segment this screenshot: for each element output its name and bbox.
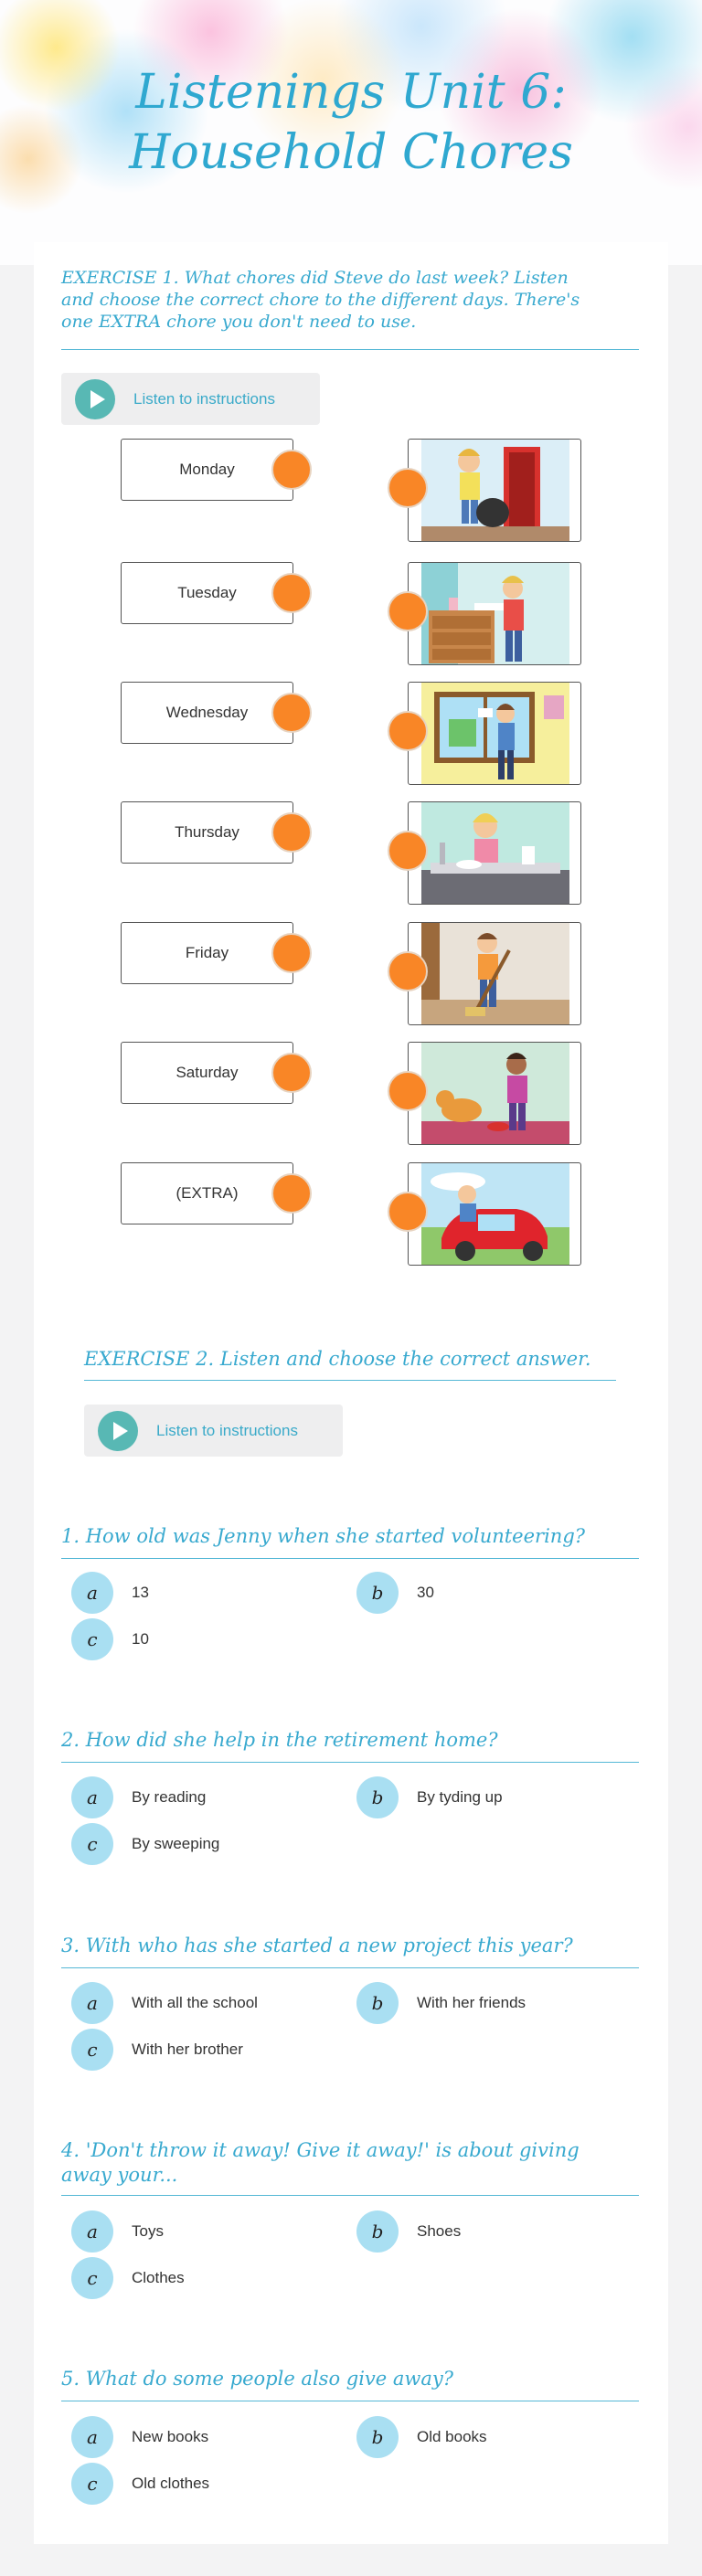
q2-option-a-label[interactable]: By reading [132, 1788, 207, 1806]
making-bed-icon [421, 563, 569, 665]
day-box-saturday[interactable] [121, 1042, 293, 1104]
exercise-1-title [61, 267, 646, 333]
q3-option-b-button[interactable] [356, 1982, 399, 2024]
connector-dot-image-2[interactable] [388, 591, 428, 631]
q1-option-a-label[interactable]: 13 [132, 1584, 149, 1601]
day-label: Monday [179, 461, 235, 478]
exercise-1-title-line-2: and choose the correct chore to the different days. There's [61, 290, 580, 310]
q4-option-a-label[interactable]: Toys [132, 2222, 164, 2240]
question-4-title [61, 2138, 580, 2188]
q1-option-b-button[interactable] [356, 1572, 399, 1614]
day-box-tuesday[interactable] [121, 562, 293, 624]
sweeping-floor-icon [421, 923, 569, 1025]
connector-dot-friday[interactable] [271, 933, 312, 973]
question-4-title-line-2: away your... [61, 2164, 178, 2186]
option-letter: c [87, 1628, 98, 1650]
connector-dot-extra[interactable] [271, 1173, 312, 1214]
q2-option-b-button[interactable] [356, 1776, 399, 1818]
q5-option-a-label[interactable]: New books [132, 2428, 209, 2445]
question-5-title: 5. What do some people also give away? [61, 2368, 454, 2390]
chore-image-window[interactable] [408, 682, 581, 785]
play-icon [75, 379, 115, 419]
page-title-line-2: Household Chores [129, 125, 573, 180]
connector-dot-image-6[interactable] [388, 1071, 428, 1111]
q2-option-c-button[interactable] [71, 1823, 113, 1865]
option-letter: a [87, 1786, 98, 1808]
q5-option-b-label[interactable]: Old books [417, 2428, 487, 2445]
q3-option-c-button[interactable] [71, 2029, 113, 2071]
chore-image-car[interactable] [408, 1162, 581, 1266]
connector-dot-image-3[interactable] [388, 711, 428, 751]
exercise-2-divider [84, 1380, 616, 1381]
day-label: Friday [185, 944, 229, 961]
page-title-line-1: Listenings Unit 6: [135, 65, 567, 120]
option-letter: c [87, 2267, 98, 2289]
option-letter: b [371, 1786, 384, 1808]
connector-dot-image-1[interactable] [388, 468, 428, 508]
listen-instructions-label: Listen to instructions [156, 1421, 298, 1439]
connector-dot-tuesday[interactable] [271, 573, 312, 613]
question-1-title: 1. How old was Jenny when she started volunteering? [61, 1525, 586, 1547]
listen-instructions-button-2[interactable] [84, 1405, 343, 1457]
q1-option-b-label[interactable]: 30 [417, 1584, 434, 1601]
day-box-thursday[interactable] [121, 801, 293, 864]
q3-option-b-label[interactable]: With her friends [417, 1994, 526, 2011]
washing-car-icon [421, 1163, 569, 1266]
day-box-friday[interactable] [121, 922, 293, 984]
q3-option-a-button[interactable] [71, 1982, 113, 2024]
q4-option-b-button[interactable] [356, 2210, 399, 2253]
q4-option-a-button[interactable] [71, 2210, 113, 2253]
q1-option-c-label[interactable]: 10 [132, 1630, 149, 1648]
exercise-1-title-line-3: one EXTRA chore you don't need to use. [61, 312, 417, 332]
q3-option-a-label[interactable]: With all the school [132, 1994, 258, 2011]
connector-dot-image-5[interactable] [388, 951, 428, 991]
day-label: Tuesday [177, 584, 237, 601]
chore-image-sweeping[interactable] [408, 922, 581, 1025]
connector-dot-image-7[interactable] [388, 1192, 428, 1232]
option-letter: b [371, 2221, 384, 2242]
option-letter: a [87, 1582, 98, 1604]
option-letter: b [371, 1582, 384, 1604]
q2-option-b-label[interactable]: By tyding up [417, 1788, 503, 1806]
connector-dot-thursday[interactable] [271, 812, 312, 853]
day-label: Saturday [176, 1064, 239, 1081]
question-2-divider [61, 1762, 639, 1763]
question-4-title-line-1: 4. 'Don't throw it away! Give it away!' is about giving [61, 2139, 580, 2161]
connector-dot-image-4[interactable] [388, 831, 428, 871]
option-letter: a [87, 2221, 98, 2242]
q2-option-a-button[interactable] [71, 1776, 113, 1818]
connector-dot-monday[interactable] [271, 450, 312, 490]
q1-option-a-button[interactable] [71, 1572, 113, 1614]
exercise-1-title-line-1: EXERCISE 1. What chores did Steve do last week? Listen [61, 268, 569, 288]
connector-dot-saturday[interactable] [271, 1053, 312, 1093]
option-letter: b [371, 1992, 384, 2014]
washing-dishes-icon [421, 802, 569, 905]
chore-image-dishes[interactable] [408, 801, 581, 905]
day-box-monday[interactable] [121, 439, 293, 501]
q5-option-a-button[interactable] [71, 2416, 113, 2458]
listen-instructions-label: Listen to instructions [133, 389, 275, 408]
chore-image-bed[interactable] [408, 562, 581, 665]
connector-dot-wednesday[interactable] [271, 693, 312, 733]
day-box-wednesday[interactable] [121, 682, 293, 744]
day-label: Wednesday [165, 704, 249, 721]
q4-option-c-label[interactable]: Clothes [132, 2269, 185, 2286]
cleaning-window-icon [421, 683, 569, 785]
exercise-2-title: EXERCISE 2. Listen and choose the correct answer. [84, 1348, 591, 1370]
day-label: (EXTRA) [176, 1184, 239, 1202]
question-4-divider [61, 2195, 639, 2196]
chore-image-cat[interactable] [408, 1042, 581, 1145]
question-1-divider [61, 1558, 639, 1559]
q2-option-c-label[interactable]: By sweeping [132, 1835, 220, 1852]
play-icon [98, 1411, 138, 1451]
option-letter: b [371, 2426, 384, 2448]
option-letter: c [87, 1833, 98, 1855]
taking-out-trash-icon [421, 440, 569, 542]
question-2-title: 2. How did she help in the retirement home? [61, 1729, 498, 1751]
q3-option-c-label[interactable]: With her brother [132, 2041, 243, 2058]
option-letter: c [87, 2473, 98, 2495]
page-title [0, 62, 702, 183]
question-3-title: 3. With who has she started a new project this year? [61, 1935, 573, 1956]
exercise-1-divider [61, 349, 639, 350]
day-label: Thursday [175, 823, 239, 841]
q5-option-b-button[interactable] [356, 2416, 399, 2458]
q4-option-c-button[interactable] [71, 2257, 113, 2299]
day-box-extra[interactable] [121, 1162, 293, 1224]
option-letter: a [87, 1992, 98, 2014]
chore-image-trash[interactable] [408, 439, 581, 542]
q1-option-c-button[interactable] [71, 1618, 113, 1660]
listen-instructions-button-1[interactable] [61, 373, 320, 425]
feeding-cat-icon [421, 1043, 569, 1145]
q5-option-c-label[interactable]: Old clothes [132, 2475, 210, 2492]
question-3-divider [61, 1967, 639, 1968]
option-letter: c [87, 2039, 98, 2061]
q4-option-b-label[interactable]: Shoes [417, 2222, 462, 2240]
option-letter: a [87, 2426, 98, 2448]
q5-option-c-button[interactable] [71, 2463, 113, 2505]
